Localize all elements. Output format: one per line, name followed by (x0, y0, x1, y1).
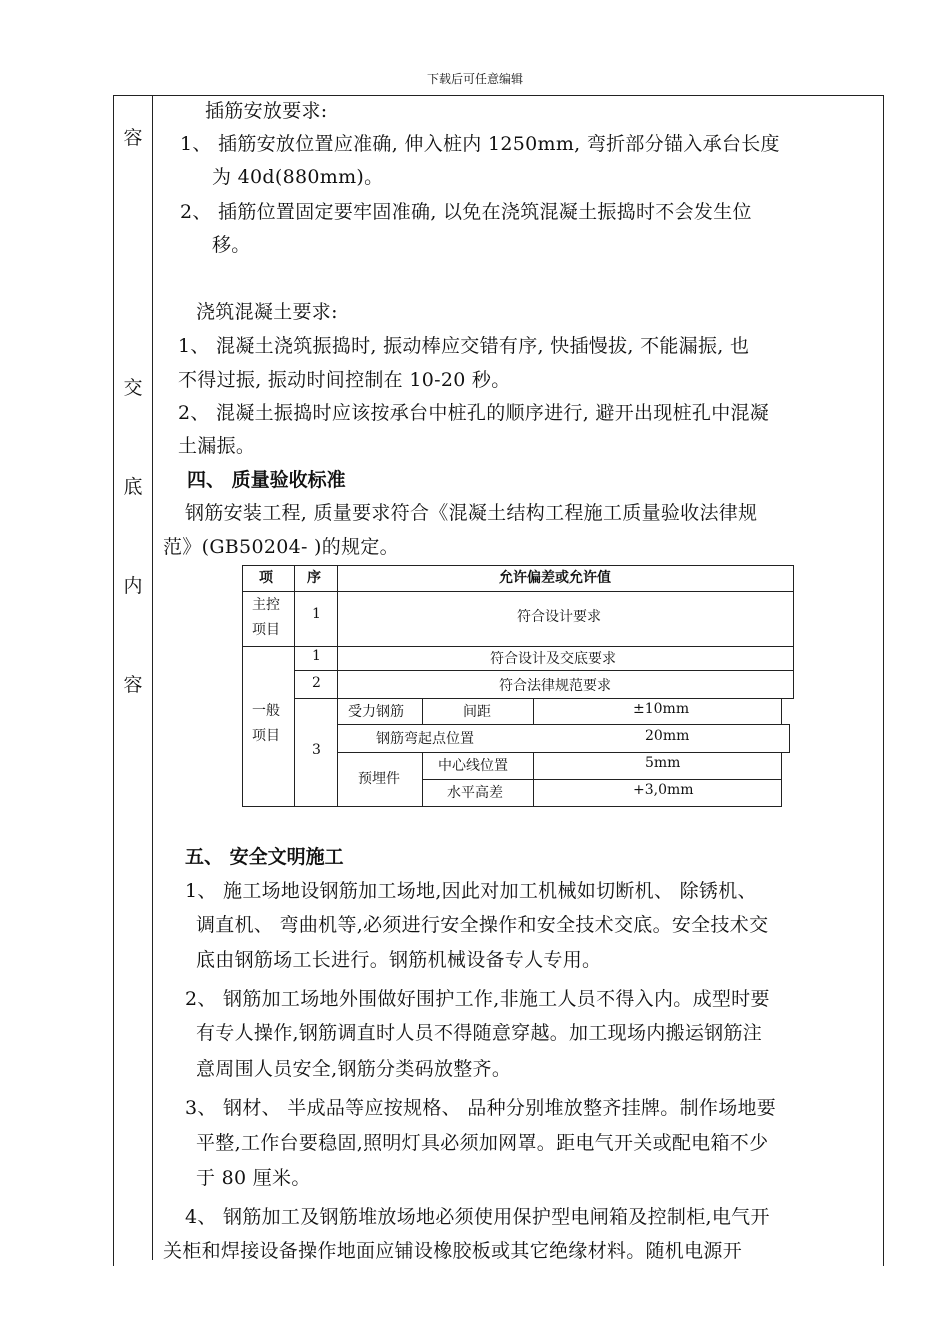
section5-line: 2、 钢筋加工场地外围做好围护工作,非施工人员不得入内。成型时要 (185, 988, 770, 1010)
section5-line: 底由钢筋场工长进行。钢筋机械设备专人专用。 (196, 949, 602, 971)
rebar-item: 移。 (212, 234, 251, 256)
table-header-item: 项 (259, 570, 273, 586)
left-label: 容 (123, 674, 143, 696)
section5-line: 有专人操作,钢筋调直时人员不得随意穿越。加工现场内搬运钢筋注 (196, 1022, 763, 1044)
section5-line: 3、 钢材、 半成品等应按规格、 品种分别堆放整齐挂牌。制作场地要 (185, 1097, 777, 1119)
table-header-tolerance: 允许偏差或允许值 (499, 570, 611, 586)
table-cell: 中心线位置 (438, 758, 508, 774)
rebar-item: 2、 插筋位置固定要牢固准确, 以免在浇筑混凝土振捣时不会发生位 (180, 201, 752, 223)
rebar-item: 为 40d(880mm)。 (212, 166, 384, 188)
table-cell: 钢筋弯起点位置 (376, 731, 474, 747)
table-rule (242, 646, 794, 647)
table-cell: 3 (312, 742, 321, 758)
table-cell: 1 (312, 606, 321, 622)
table-rule (294, 670, 794, 671)
concrete-item: 不得过振, 振动时间控制在 10-20 秒。 (178, 369, 511, 391)
table-rule (294, 565, 295, 807)
page-header: 下载后可任意编辑 (426, 72, 523, 86)
section5-heading: 五、 安全文明施工 (185, 846, 344, 868)
section5-line: 4、 钢筋加工及钢筋堆放场地必须使用保护型电闸箱及控制柜,电气开 (185, 1206, 770, 1228)
concrete-title: 浇筑混凝土要求: (196, 301, 338, 323)
section5-line: 调直机、 弯曲机等,必须进行安全操作和安全技术交底。安全技术交 (196, 914, 769, 936)
table-rule (242, 565, 794, 566)
table-rule (789, 724, 790, 753)
concrete-item: 土漏振。 (178, 435, 256, 457)
table-cell: 水平高差 (447, 785, 503, 801)
table-rule (337, 724, 790, 725)
table-rule (337, 565, 338, 807)
concrete-item: 1、 混凝土浇筑振捣时, 振动棒应交错有序, 快插慢拔, 不能漏振, 也 (178, 335, 750, 357)
table-cell: 一般 (252, 703, 280, 719)
rebar-item: 1、 插筋安放位置应准确, 伸入桩内 1250mm, 弯折部分锚入承台长度 (180, 133, 780, 155)
section5-line: 平整,工作台要稳固,照明灯具必须加网罩。距电气开关或配电箱不少 (196, 1132, 769, 1154)
table-cell: +3,0mm (633, 782, 694, 798)
concrete-item: 2、 混凝土振捣时应该按承台中桩孔的顺序进行, 避开出现桩孔中混凝 (178, 402, 770, 424)
table-rule (781, 752, 782, 807)
table-rule (242, 806, 782, 807)
table-rule (533, 752, 534, 807)
table-rule (793, 565, 794, 699)
left-label: 底 (123, 476, 143, 498)
table-cell: 受力钢筋 (348, 704, 404, 720)
table-cell: 符合设计要求 (517, 609, 601, 625)
table-cell: 20mm (645, 728, 690, 744)
section5-line: 关柜和焊接设备操作地面应铺设橡胶板或其它绝缘材料。随机电源开 (163, 1240, 743, 1262)
left-label: 容 (123, 127, 143, 149)
section4-paragraph: 范》(GB50204- )的规定。 (163, 536, 399, 558)
table-cell: 1 (312, 648, 321, 664)
section5-line: 意周围人员安全,钢筋分类码放整齐。 (196, 1058, 512, 1080)
table-cell: 间距 (463, 704, 491, 720)
table-cell: 项目 (252, 622, 280, 638)
table-rule (422, 779, 782, 780)
table-rule (294, 698, 794, 699)
table-rule (533, 698, 534, 725)
table-rule (242, 565, 243, 807)
table-cell: 预埋件 (358, 771, 400, 787)
table-cell: 2 (312, 675, 321, 691)
table-cell: 符合法律规范要求 (499, 678, 611, 694)
section4-paragraph: 钢筋安装工程, 质量要求符合《混凝土结构工程施工质量验收法律规 (185, 502, 758, 524)
section4-heading: 四、 质量验收标准 (187, 469, 346, 491)
left-label: 内 (123, 575, 143, 597)
table-header-seq: 序 (307, 570, 321, 586)
table-rule (337, 752, 790, 753)
table-rule (242, 591, 794, 592)
table-cell: 符合设计及交底要求 (490, 651, 616, 667)
section5-line: 于 80 厘米。 (196, 1167, 311, 1189)
table-cell: ±10mm (633, 701, 690, 717)
table-rule (422, 698, 423, 725)
left-label: 交 (123, 377, 143, 399)
table-rule (422, 752, 423, 807)
table-cell: 主控 (252, 597, 280, 613)
table-cell: 项目 (252, 728, 280, 744)
table-rule (781, 698, 782, 725)
table-cell: 5mm (645, 755, 681, 771)
section5-line: 1、 施工场地设钢筋加工场地,因此对加工机械如切断机、 除锈机、 (185, 880, 757, 902)
rebar-title: 插筋安放要求: (205, 100, 328, 122)
